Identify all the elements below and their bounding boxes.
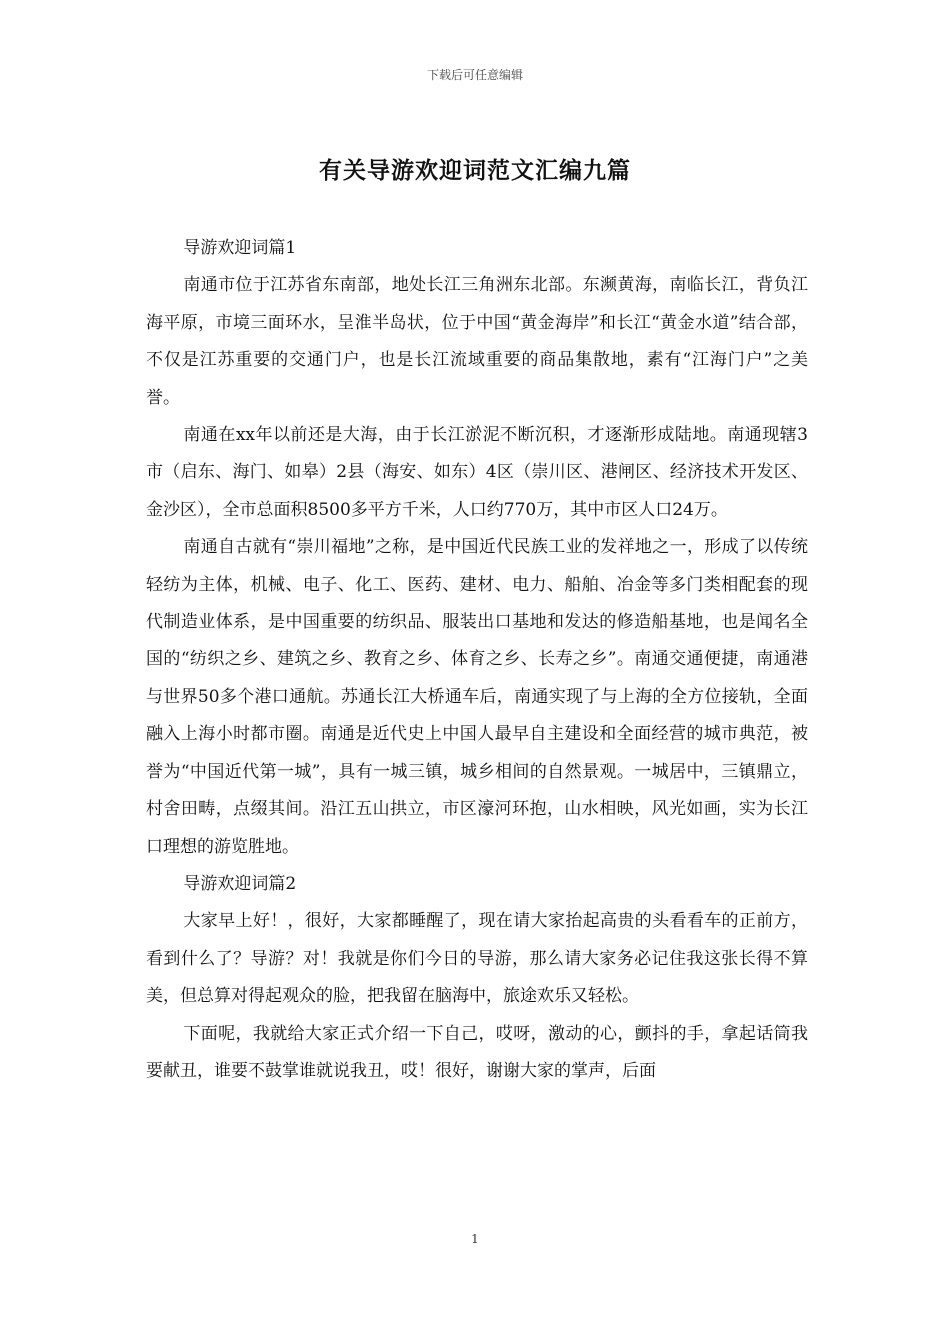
paragraph: 南通自古就有“崇川福地”之称，是中国近代民族工业的发祥地之一，形成了以传统轻纺为主体，机械、电子、化工、医药、建材、电力、船舶、冶金等多门类相配套的现代制造业体系，是中国重要的纺织品、服装出口基地和发达的修造船基地，也是闻名全国的“纺织之乡、建筑之乡、教育之乡、体育之乡、长寿之乡”。南通交通便捷，南通港与世界50多个港口通航。苏通长江大桥通车后，南通实现了与上海的全方位接轨，全面融入上海小时都市圈。南通是近代史上中国人最早自主建设和全面经营的城市典范，被誉为“中国近代第一城”，具有一城三镇，城乡相间的自然景观。一城居中，三镇鼎立，村舍田畴，点缀其间。沿江五山拱立，市区濠河环抱，山水相映，风光如画，实为长江口理想的游览胜地。 — [146, 537, 808, 857]
document-body — [146, 230, 808, 1090]
document-title: 有关导游欢迎词范文汇编九篇 — [319, 157, 631, 184]
paragraph: 南通市位于江苏省东南部，地处长江三角洲东北部。东濒黄海，南临长江，背负江海平原，市境三面环水，呈淮半岛状，位于中国“黄金海岸”和长江“黄金水道”结合部，不仅是江苏重要的交通门户，也是长江流域重要的商品集散地，素有“江海门户”之美誉。 — [146, 275, 808, 408]
paragraph: 大家早上好！，很好，大家都睡醒了，现在请大家抬起高贵的头看看车的正前方，看到什么了？导游？对！我就是你们今日的导游，那么请大家务必记住我这张长得不算美，但总算对得起观众的脸，把我留在脑海中，旅途欢乐又轻松。 — [146, 911, 808, 1007]
paragraph: 下面呢，我就给大家正式介绍一下自己，哎呀，激动的心，颤抖的手，拿起话筒我要献丑，谁要不鼓掌谁就说我丑，哎！很好，谢谢大家的掌声，后面 — [146, 1023, 808, 1081]
paragraph: 南通在xx年以前还是大海，由于长江淤泥不断沉积，才逐渐形成陆地。南通现辖3市（启东、海门、如皋）2县（海安、如东）4区（崇川区、港闸区、经济技术开发区、金沙区），全市总面积8500多平方千米，人口约770万，其中市区人口24万。 — [146, 425, 808, 520]
section-heading: 导游欢迎词篇1 — [183, 238, 297, 258]
page-number: 1 — [471, 1232, 479, 1246]
section-heading: 导游欢迎词篇2 — [183, 873, 297, 894]
page-header-note: 下载后可任意编辑 — [426, 68, 523, 82]
